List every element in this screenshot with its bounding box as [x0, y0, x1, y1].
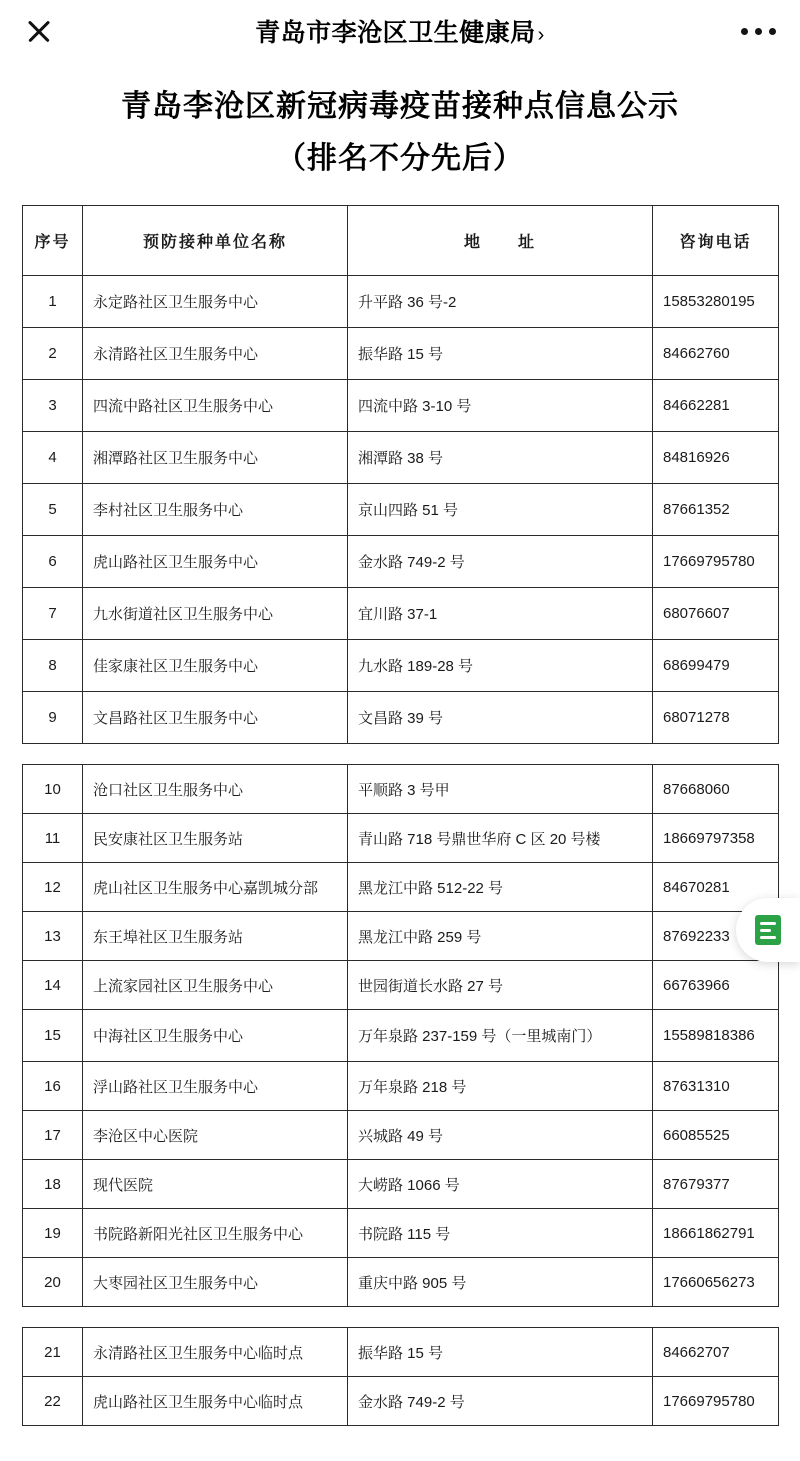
table-row — [23, 276, 779, 328]
dot-3 — [769, 28, 776, 35]
cell-name: 虎山社区卫生服务中心嘉凯城分部 — [83, 863, 348, 912]
cell-no: 21 — [23, 1328, 83, 1377]
table-row — [23, 1160, 779, 1209]
document-list-icon — [755, 915, 781, 945]
cell-phone: 68699479 — [653, 640, 779, 692]
cell-name: 李沧区中心医院 — [83, 1111, 348, 1160]
page-source-title — [0, 13, 800, 49]
cell-phone: 87679377 — [653, 1160, 779, 1209]
cell-address: 黑龙江中路 259 号 — [348, 912, 653, 961]
cell-phone: 87668060 — [653, 765, 779, 814]
cell-address: 湘潭路 38 号 — [348, 432, 653, 484]
column-header-address: 地 址 — [348, 206, 653, 276]
cell-phone: 87692233 — [653, 912, 779, 961]
table-row — [23, 432, 779, 484]
cell-name: 永清路社区卫生服务中心临时点 — [83, 1328, 348, 1377]
table-row — [23, 961, 779, 1010]
cell-name: 李村社区卫生服务中心 — [83, 484, 348, 536]
cell-phone: 84662760 — [653, 328, 779, 380]
table-row — [23, 1209, 779, 1258]
cell-address: 万年泉路 237-159 号（一里城南门） — [348, 1010, 653, 1062]
cell-phone: 87631310 — [653, 1062, 779, 1111]
table-row — [23, 1062, 779, 1111]
cell-address: 振华路 15 号 — [348, 1328, 653, 1377]
cell-phone: 17669795780 — [653, 1377, 779, 1426]
close-icon[interactable] — [22, 14, 56, 48]
cell-phone: 66085525 — [653, 1111, 779, 1160]
cell-name: 东王埠社区卫生服务站 — [83, 912, 348, 961]
dot-1 — [741, 28, 748, 35]
cell-phone: 84816926 — [653, 432, 779, 484]
page-subtitle: （排名不分先后） — [276, 142, 524, 175]
cell-no: 7 — [23, 588, 83, 640]
cell-no: 13 — [23, 912, 83, 961]
cell-no: 2 — [23, 328, 83, 380]
table-row — [23, 536, 779, 588]
cell-phone: 66763966 — [653, 961, 779, 1010]
cell-name: 沧口社区卫生服务中心 — [83, 765, 348, 814]
cell-name: 永定路社区卫生服务中心 — [83, 276, 348, 328]
cell-no: 16 — [23, 1062, 83, 1111]
cell-phone: 68071278 — [653, 692, 779, 744]
cell-name: 永清路社区卫生服务中心 — [83, 328, 348, 380]
dot-2 — [755, 28, 762, 35]
cell-phone: 87661352 — [653, 484, 779, 536]
line-1 — [760, 922, 776, 925]
table-row — [23, 912, 779, 961]
cell-address: 振华路 15 号 — [348, 328, 653, 380]
cell-address: 宜川路 37-1 — [348, 588, 653, 640]
table-row — [23, 1111, 779, 1160]
cell-address: 金水路 749-2 号 — [348, 536, 653, 588]
cell-name: 九水街道社区卫生服务中心 — [83, 588, 348, 640]
table-row — [23, 765, 779, 814]
cell-address: 万年泉路 218 号 — [348, 1062, 653, 1111]
cell-address: 重庆中路 905 号 — [348, 1258, 653, 1307]
table-row — [23, 588, 779, 640]
cell-no: 15 — [23, 1010, 83, 1062]
vaccination-table-part-1 — [22, 205, 779, 744]
top-bar — [0, 0, 800, 62]
column-header-phone: 咨询电话 — [653, 206, 779, 276]
cell-no: 18 — [23, 1160, 83, 1209]
vaccination-table-part-2 — [22, 764, 779, 1307]
line-3 — [760, 936, 776, 939]
source-title-text: 青岛市李沧区卫生健康局 — [255, 19, 536, 47]
table-row — [23, 1010, 779, 1062]
cell-address: 大崂路 1066 号 — [348, 1160, 653, 1209]
cell-phone: 68076607 — [653, 588, 779, 640]
cell-address: 黑龙江中路 512-22 号 — [348, 863, 653, 912]
table-row — [23, 328, 779, 380]
cell-phone: 17660656273 — [653, 1258, 779, 1307]
cell-no: 5 — [23, 484, 83, 536]
cell-name: 浮山路社区卫生服务中心 — [83, 1062, 348, 1111]
cell-name: 四流中路社区卫生服务中心 — [83, 380, 348, 432]
column-header-no: 序号 — [23, 206, 83, 276]
cell-no: 14 — [23, 961, 83, 1010]
more-dots-icon[interactable] — [739, 22, 778, 41]
cell-address: 文昌路 39 号 — [348, 692, 653, 744]
cell-address: 书院路 115 号 — [348, 1209, 653, 1258]
cell-phone: 17669795780 — [653, 536, 779, 588]
cell-name: 虎山路社区卫生服务中心临时点 — [83, 1377, 348, 1426]
cell-name: 佳家康社区卫生服务中心 — [83, 640, 348, 692]
cell-name: 中海社区卫生服务中心 — [83, 1010, 348, 1062]
cell-name: 书院路新阳光社区卫生服务中心 — [83, 1209, 348, 1258]
cell-address: 平顺路 3 号甲 — [348, 765, 653, 814]
table-row — [23, 692, 779, 744]
cell-no: 3 — [23, 380, 83, 432]
cell-address: 金水路 749-2 号 — [348, 1377, 653, 1426]
cell-address: 兴城路 49 号 — [348, 1111, 653, 1160]
page-title: 青岛李沧区新冠病毒疫苗接种点信息公示 — [121, 90, 679, 123]
cell-phone: 84670281 — [653, 863, 779, 912]
cell-no: 11 — [23, 814, 83, 863]
table-row — [23, 814, 779, 863]
cell-no: 22 — [23, 1377, 83, 1426]
cell-name: 文昌路社区卫生服务中心 — [83, 692, 348, 744]
table-row — [23, 380, 779, 432]
cell-name: 上流家园社区卫生服务中心 — [83, 961, 348, 1010]
table-header-row — [23, 206, 779, 276]
column-header-name: 预防接种单位名称 — [83, 206, 348, 276]
cell-address: 九水路 189-28 号 — [348, 640, 653, 692]
table-row — [23, 863, 779, 912]
cell-no: 10 — [23, 765, 83, 814]
cell-address: 世园街道长水路 27 号 — [348, 961, 653, 1010]
cell-phone: 84662707 — [653, 1328, 779, 1377]
cell-no: 9 — [23, 692, 83, 744]
cell-no: 20 — [23, 1258, 83, 1307]
cell-name: 虎山路社区卫生服务中心 — [83, 536, 348, 588]
table-row — [23, 484, 779, 536]
cell-name: 现代医院 — [83, 1160, 348, 1209]
cell-address: 京山四路 51 号 — [348, 484, 653, 536]
cell-no: 4 — [23, 432, 83, 484]
cell-phone: 15589818386 — [653, 1010, 779, 1062]
cell-no: 17 — [23, 1111, 83, 1160]
line-2 — [760, 929, 771, 932]
table-row — [23, 1377, 779, 1426]
table-row — [23, 1328, 779, 1377]
cell-name: 湘潭路社区卫生服务中心 — [83, 432, 348, 484]
article-headings — [0, 84, 800, 183]
table-row — [23, 1258, 779, 1307]
cell-no: 12 — [23, 863, 83, 912]
cell-address: 四流中路 3-10 号 — [348, 380, 653, 432]
cell-phone: 15853280195 — [653, 276, 779, 328]
table-row — [23, 640, 779, 692]
cell-address: 青山路 718 号鼎世华府 C 区 20 号楼 — [348, 814, 653, 863]
cell-no: 1 — [23, 276, 83, 328]
chevron-right-icon: › — [537, 24, 545, 46]
floating-document-button[interactable] — [736, 898, 800, 962]
cell-no: 8 — [23, 640, 83, 692]
cell-name: 大枣园社区卫生服务中心 — [83, 1258, 348, 1307]
cell-address: 升平路 36 号-2 — [348, 276, 653, 328]
cell-no: 6 — [23, 536, 83, 588]
cell-phone: 18669797358 — [653, 814, 779, 863]
cell-name: 民安康社区卫生服务站 — [83, 814, 348, 863]
vaccination-table-part-3 — [22, 1327, 779, 1426]
cell-phone: 18661862791 — [653, 1209, 779, 1258]
cell-no: 19 — [23, 1209, 83, 1258]
cell-phone: 84662281 — [653, 380, 779, 432]
tables-container — [0, 205, 800, 1426]
